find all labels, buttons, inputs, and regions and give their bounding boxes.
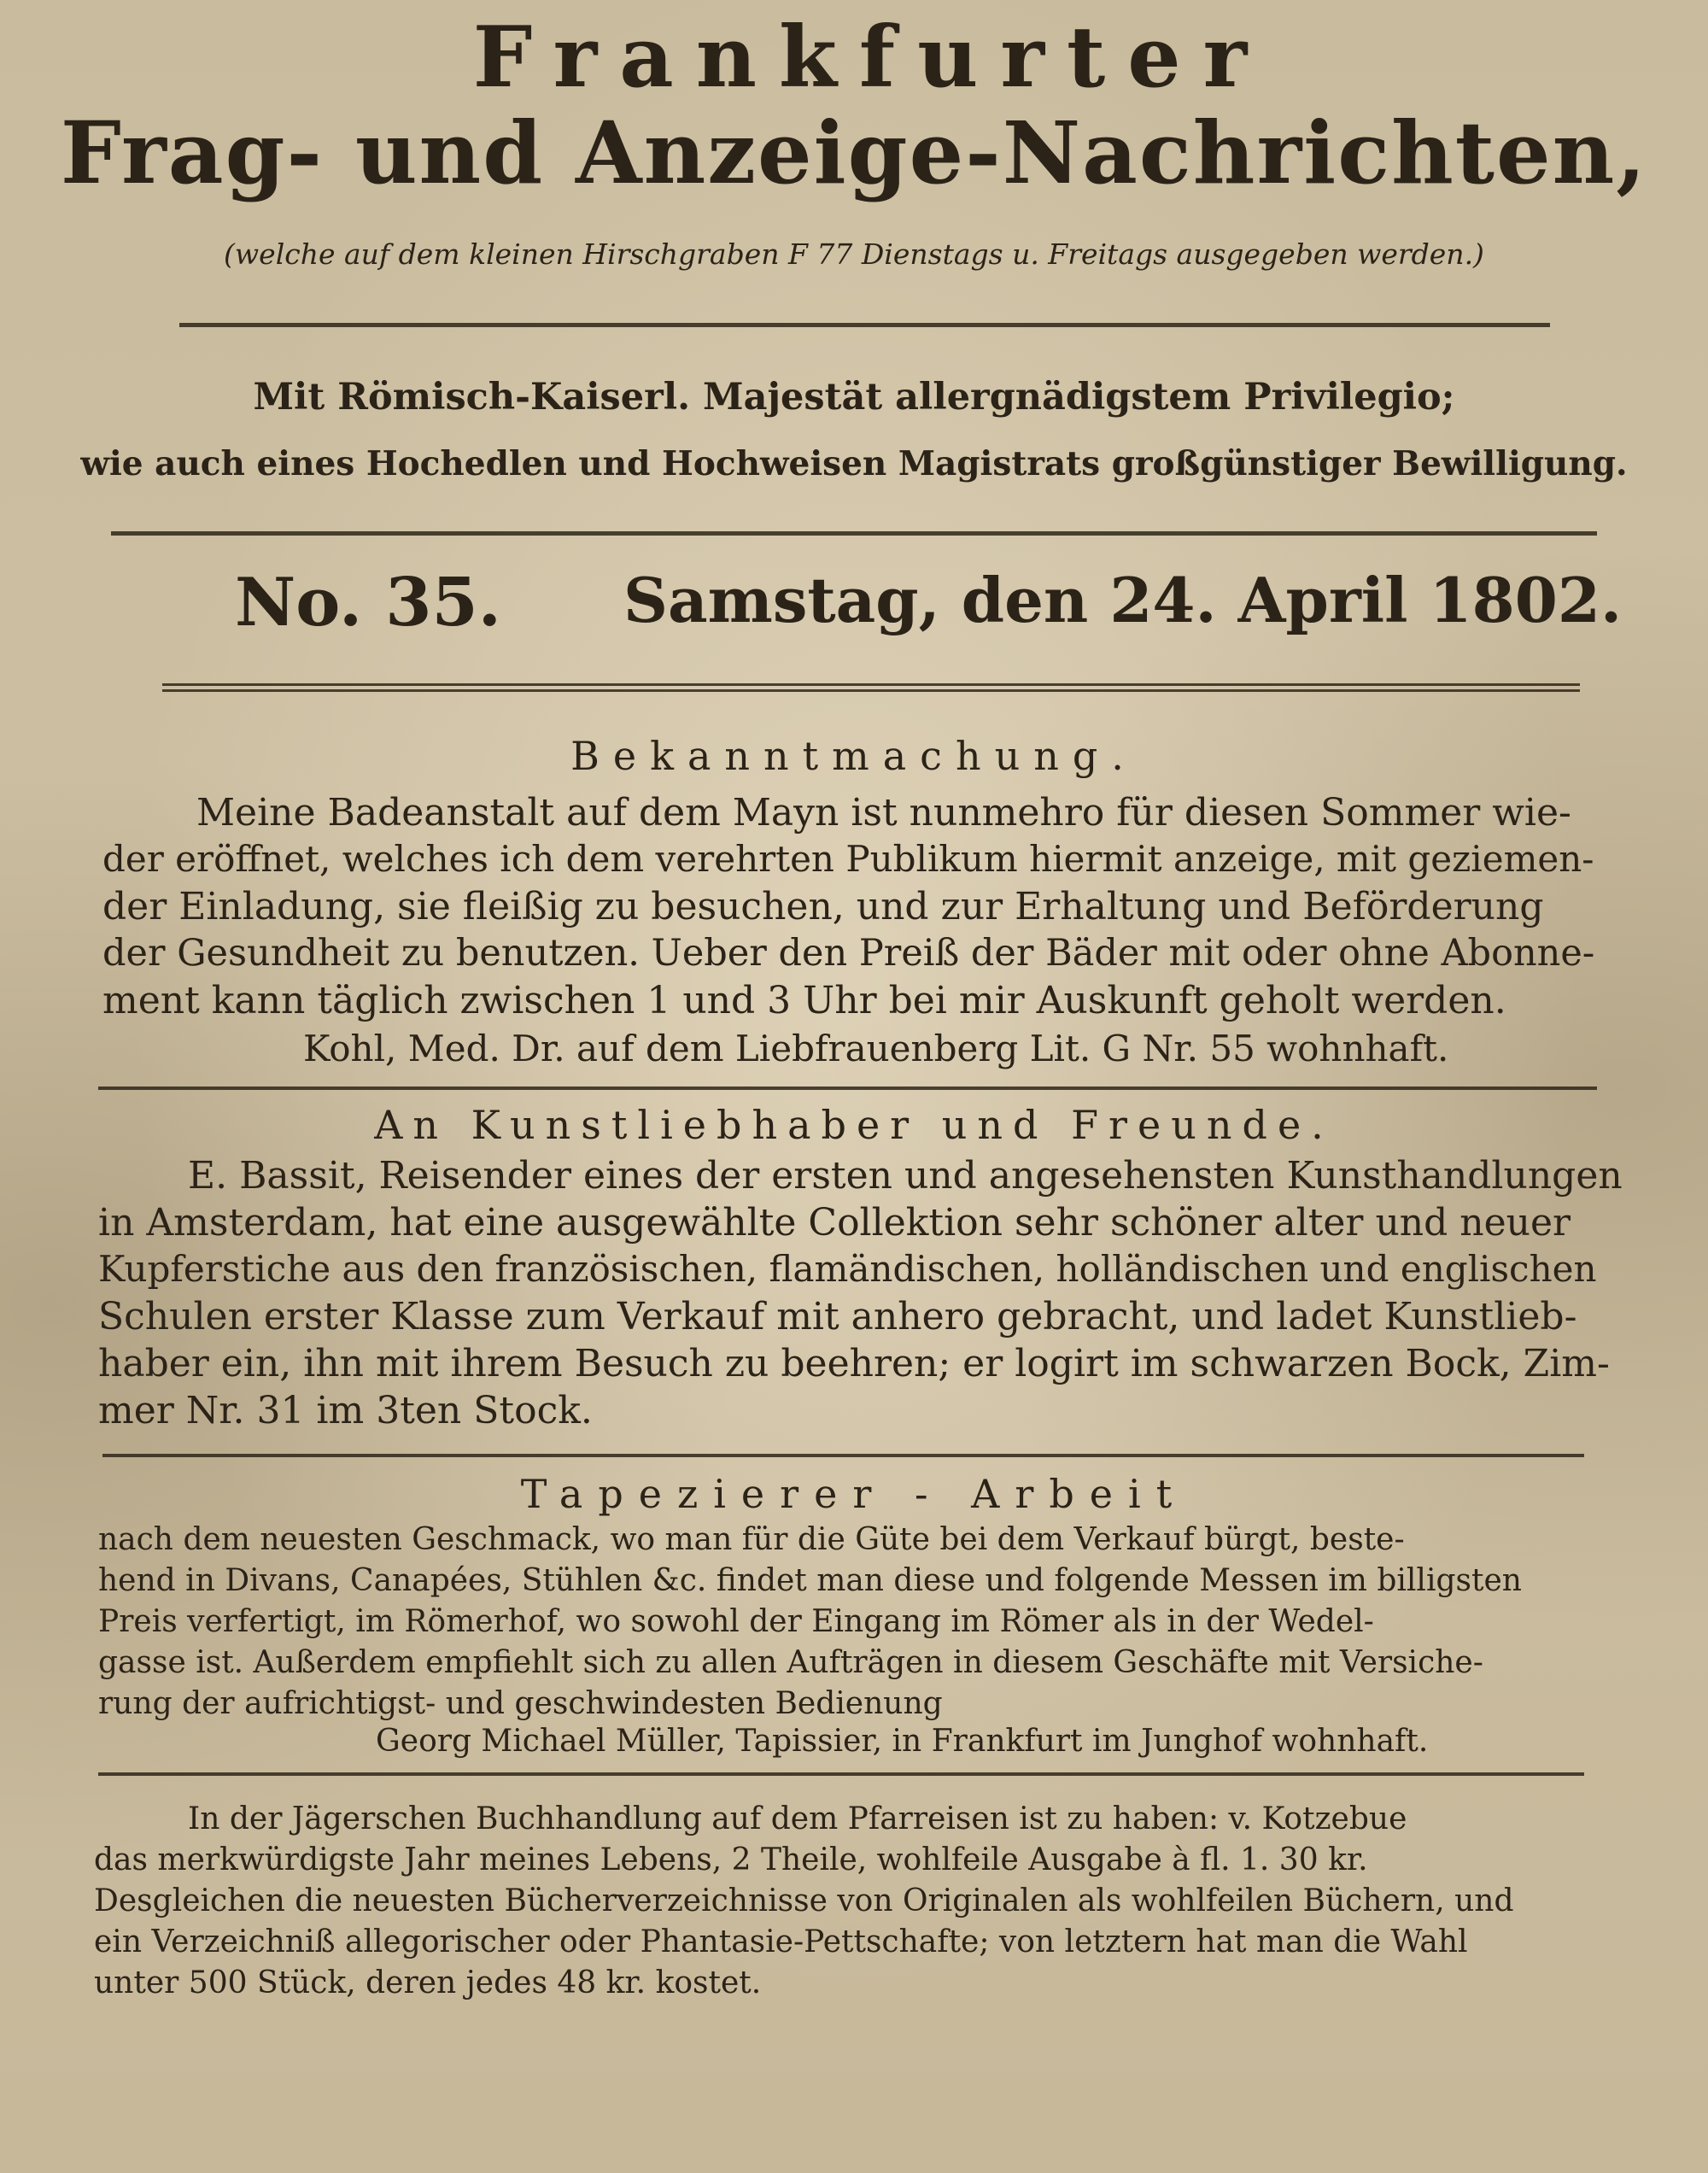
notice-text-line: Preis verfertigt, im Römerhof, wo sowohl der Eingang im Römer als in der Wedel-: [98, 1604, 1374, 1639]
notice-text-line: Schulen erster Klasse zum Verkauf mit anhero gebracht, und ladet Kunstlieb-: [98, 1295, 1577, 1338]
notice-heading: An Kunstliebhaber und Freunde.: [374, 1102, 1334, 1148]
notice-text-line: der Einladung, sie fleißig zu besuchen, und zur Erhaltung und Beförderung: [102, 885, 1544, 928]
notice-text-line: das merkwürdigste Jahr meines Lebens, 2 Theile, wohlfeile Ausgabe à fl. 1. 30 kr.: [94, 1842, 1368, 1877]
notice-text-line: mer Nr. 31 im 3ten Stock.: [98, 1389, 593, 1432]
notice-text-line: Desgleichen die neuesten Bücherverzeichnisse von Originalen als wohlfeilen Büchern, und: [94, 1883, 1514, 1918]
privilege-line-2: wie auch eines Hochedlen und Hochweisen Magistrats großgünstiger Bewilligung.: [80, 444, 1628, 483]
notice-signature: Kohl, Med. Dr. auf dem Liebfrauenberg Lit. G Nr. 55 wohnhaft.: [303, 1028, 1449, 1069]
notice-text-line: ment kann täglich zwischen 1 und 3 Uhr bei mir Auskunft geholt werden.: [102, 979, 1506, 1022]
divider-rule: [98, 1086, 1597, 1090]
masthead-title: Frag- und Anzeige-Nachrichten,: [60, 102, 1648, 203]
notice-text-line: haber ein, ihn mit ihrem Besuch zu beehren; er logirt im schwarzen Bock, Zim-: [98, 1342, 1610, 1385]
issue-number: No. 35.: [235, 564, 501, 641]
notice-text-line: unter 500 Stück, deren jedes 48 kr. kostet.: [94, 1965, 762, 2000]
notice-text-line: in Amsterdam, hat eine ausgewählte Collektion sehr schöner alter und neuer: [98, 1201, 1571, 1245]
notice-text-line: E. Bassit, Reisender eines der ersten und angesehensten Kunsthandlungen: [188, 1154, 1623, 1198]
notice-heading: Tapezierer - Arbeit: [520, 1471, 1188, 1517]
notice-text-line: rung der aufrichtigst- und geschwindesten Bedienung: [98, 1686, 943, 1721]
divider-rule: [179, 323, 1550, 327]
notice-text-line: In der Jägerschen Buchhandlung auf dem Pfarreisen ist zu haben: v. Kotzebue: [188, 1801, 1407, 1836]
notice-signature: Georg Michael Müller, Tapissier, in Frankfurt im Junghof wohnhaft.: [376, 1724, 1429, 1759]
notice-text-line: nach dem neuesten Geschmack, wo man für die Güte bei dem Verkauf bürgt, beste-: [98, 1522, 1405, 1557]
privilege-line-1: Mit Römisch-Kaiserl. Majestät allergnädigstem Privilegio;: [253, 376, 1455, 419]
notice-text-line: der eröffnet, welches ich dem verehrten Publikum hiermit anzeige, mit geziemen-: [102, 838, 1594, 880]
issue-date: Samstag, den 24. April 1802.: [623, 564, 1623, 636]
notice-text-line: gasse ist. Außerdem empfiehlt sich zu allen Aufträgen in diesem Geschäfte mit Versiche-: [98, 1645, 1483, 1680]
notice-text-line: der Gesundheit zu benutzen. Ueber den Preiß der Bäder mit oder ohne Abonne-: [102, 932, 1595, 975]
divider-rule: [98, 1772, 1584, 1776]
masthead-title-city: Frankfurter: [472, 9, 1270, 107]
notice-text-line: ein Verzeichniß allegorischer oder Phantasie-Pettschafte; von letztern hat man die Wahl: [94, 1924, 1468, 1959]
notice-text-line: Kupferstiche aus den französischen, flamändischen, holländischen und englischen: [98, 1248, 1597, 1290]
notice-heading: Bekanntmachung.: [570, 733, 1138, 779]
notice-text-line: Meine Badeanstalt auf dem Mayn ist nunmehro für diesen Sommer wie-: [196, 791, 1571, 835]
divider-rule: [111, 531, 1597, 536]
divider-rule: [102, 1454, 1584, 1457]
divider-rule: [162, 683, 1580, 686]
masthead-subtitle: (welche auf dem kleinen Hirschgraben F 77 Dienstags u. Freitags ausgegeben werden.): [224, 237, 1484, 271]
notice-text-line: hend in Divans, Canapées, Stühlen &c. findet man diese und folgende Messen im billigsten: [98, 1563, 1522, 1598]
